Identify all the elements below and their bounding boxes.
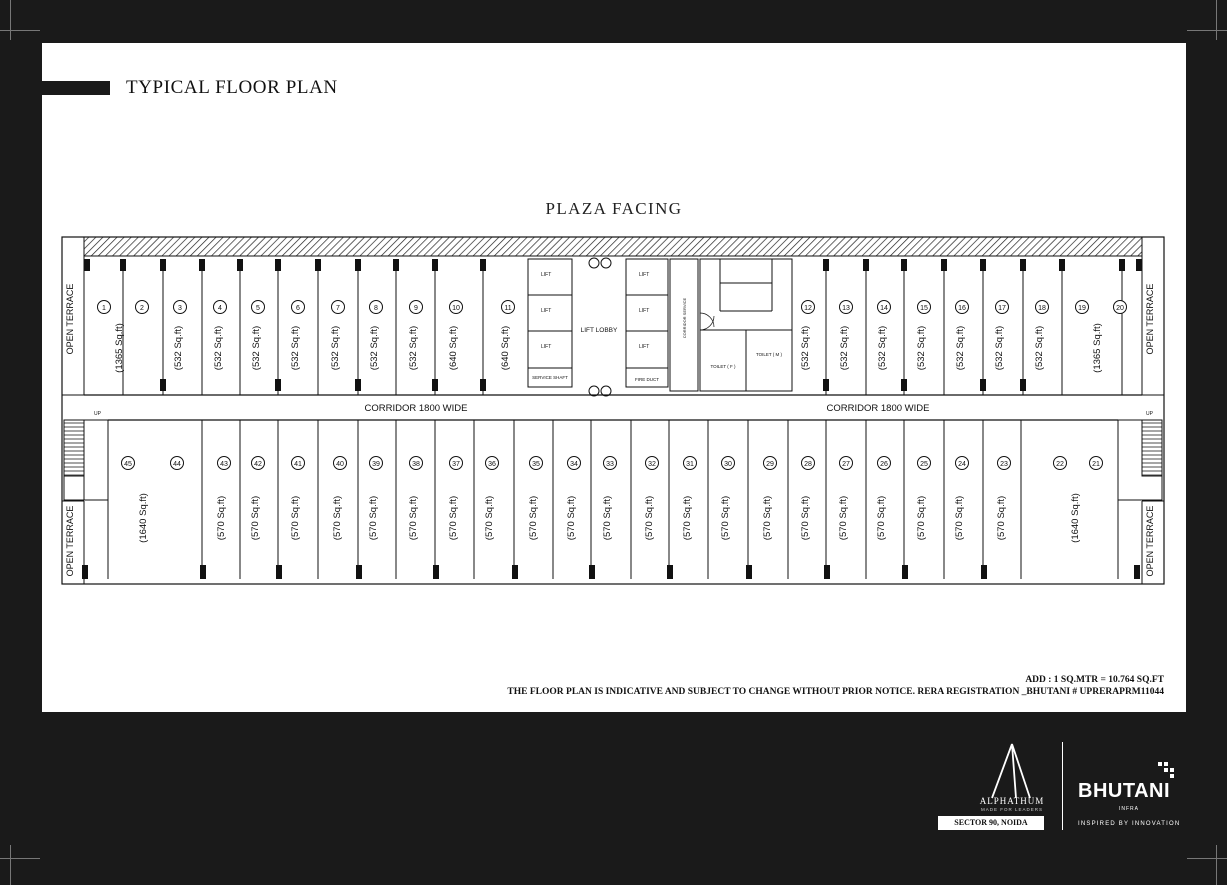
stair-up-label: UP	[94, 411, 101, 417]
unit-number: 12	[804, 305, 812, 312]
unit-number: 20	[1116, 305, 1124, 312]
unit-area: (532 Sq.ft)	[408, 325, 419, 371]
column	[432, 379, 438, 391]
disclaimer-note: THE FLOOR PLAN IS INDICATIVE AND SUBJECT TO CHANGE WITHOUT PRIOR NOTICE. RERA REGISTRATION _BHUTANI # UPRERAPRM11044	[507, 687, 1164, 697]
unit-area: (532 Sq.ft)	[330, 325, 341, 371]
unit-number: 44	[173, 461, 181, 468]
fire-duct-label: FIRE DUCT	[635, 377, 659, 382]
unit-number: 11	[504, 305, 512, 312]
unit-area: (570 Sq.ft)	[954, 495, 965, 541]
open-terrace-label: OPEN TERRACE	[65, 283, 75, 355]
column	[981, 565, 987, 579]
crop-mark	[0, 30, 40, 31]
conversion-note: ADD : 1 SQ.MTR = 10.764 SQ.FT	[1025, 675, 1164, 685]
lift-lobby-label: LIFT LOBBY	[580, 327, 618, 334]
toilet-label: TOILET ( F )	[710, 364, 736, 369]
developer-name: BHUTANI	[1078, 780, 1171, 802]
crop-mark	[10, 0, 11, 40]
unit-area: (1365 Sq.ft)	[1092, 323, 1103, 373]
unit-area: (570 Sq.ft)	[838, 495, 849, 541]
branding	[930, 738, 1190, 838]
column	[1020, 379, 1026, 391]
location-badge: SECTOR 90, NOIDA	[938, 816, 1044, 830]
crop-mark	[0, 858, 40, 859]
unit-number: 35	[532, 461, 540, 468]
unit-number: 37	[452, 461, 460, 468]
unit-number: 15	[920, 305, 928, 312]
lift-label: LIFT	[541, 344, 552, 350]
lift-label: LIFT	[639, 308, 650, 314]
column	[275, 379, 281, 391]
toilet-label: TOILET ( M )	[755, 352, 783, 357]
column	[356, 565, 362, 579]
unit-number: 31	[686, 461, 694, 468]
column	[315, 259, 321, 271]
column	[980, 259, 986, 271]
unit-area: (532 Sq.ft)	[369, 325, 380, 371]
unit-area: (570 Sq.ft)	[566, 495, 577, 541]
crop-mark	[1216, 845, 1217, 885]
unit-number: 5	[256, 305, 260, 312]
column	[480, 259, 486, 271]
unit-area: (1640 Sq.ft)	[138, 493, 149, 543]
plan-orientation-label: PLAZA FACING	[545, 199, 683, 218]
unit-number: 4	[218, 305, 222, 312]
unit-area: (1365 Sq.ft)	[114, 323, 125, 373]
unit-number: 7	[336, 305, 340, 312]
unit-area: (570 Sq.ft)	[800, 495, 811, 541]
column	[275, 259, 281, 271]
unit-area: (570 Sq.ft)	[528, 495, 539, 541]
column	[1136, 259, 1142, 271]
column	[823, 259, 829, 271]
unit-number: 40	[336, 461, 344, 468]
unit-number: 36	[488, 461, 496, 468]
column	[160, 259, 166, 271]
column	[941, 259, 947, 271]
unit-area: (570 Sq.ft)	[368, 495, 379, 541]
unit-area: (570 Sq.ft)	[290, 495, 301, 541]
unit-area: (532 Sq.ft)	[173, 325, 184, 371]
unit-number: 24	[958, 461, 966, 468]
unit-area: (570 Sq.ft)	[250, 495, 261, 541]
column	[480, 379, 486, 391]
column	[1020, 259, 1026, 271]
unit-area: (570 Sq.ft)	[996, 495, 1007, 541]
column	[355, 379, 361, 391]
column	[200, 565, 206, 579]
unit-number: 30	[724, 461, 732, 468]
unit-number: 16	[958, 305, 966, 312]
crop-mark	[1187, 30, 1227, 31]
unit-area: (532 Sq.ft)	[839, 325, 850, 371]
unit-number: 3	[178, 305, 182, 312]
stair-up-label: UP	[1146, 411, 1153, 417]
lift-label: LIFT	[639, 272, 650, 278]
door-swing	[700, 316, 714, 330]
unit-number: 9	[414, 305, 418, 312]
column	[863, 259, 869, 271]
door-swing	[700, 313, 714, 327]
unit-area: (532 Sq.ft)	[800, 325, 811, 371]
unit-area: (570 Sq.ft)	[216, 495, 227, 541]
unit-number: 8	[374, 305, 378, 312]
column	[980, 379, 986, 391]
column	[199, 259, 205, 271]
unit-number: 38	[412, 461, 420, 468]
developer-tagline: INSPIRED BY INNOVATION	[1078, 821, 1181, 827]
column	[667, 565, 673, 579]
unit-number: 17	[998, 305, 1006, 312]
column	[433, 565, 439, 579]
unit-number: 27	[842, 461, 850, 468]
column	[902, 565, 908, 579]
unit-number: 42	[254, 461, 262, 468]
project-tagline: MADE FOR LEADERS	[980, 807, 1043, 812]
column	[1134, 565, 1140, 579]
unit-area: (532 Sq.ft)	[916, 325, 927, 371]
unit-area: (570 Sq.ft)	[448, 495, 459, 541]
unit-number: 28	[804, 461, 812, 468]
unit-area: (532 Sq.ft)	[994, 325, 1005, 371]
column	[589, 565, 595, 579]
floor-plan-drawing	[42, 43, 1186, 712]
unit-number: 26	[880, 461, 888, 468]
open-terrace-label: OPEN TERRACE	[1145, 283, 1155, 355]
unit-area: (532 Sq.ft)	[877, 325, 888, 371]
developer-sub: INFRA	[1119, 806, 1139, 812]
lift-label: LIFT	[541, 308, 552, 314]
column	[901, 379, 907, 391]
unit-area: (570 Sq.ft)	[602, 495, 613, 541]
column	[84, 259, 90, 271]
unit-number: 2	[140, 305, 144, 312]
column	[432, 259, 438, 271]
unit-area: (532 Sq.ft)	[213, 325, 224, 371]
unit-number: 22	[1056, 461, 1064, 468]
unit-number: 18	[1038, 305, 1046, 312]
unit-area: (1640 Sq.ft)	[1070, 493, 1081, 543]
unit-area: (640 Sq.ft)	[500, 325, 511, 371]
corridor-label: CORRIDOR 1800 WIDE	[826, 403, 930, 414]
crop-mark	[1187, 858, 1227, 859]
floor-plan-sheet	[42, 43, 1186, 712]
unit-number: 32	[648, 461, 656, 468]
column	[160, 379, 166, 391]
unit-number: 39	[372, 461, 380, 468]
corridor-label: CORRIDOR 1800 WIDE	[364, 403, 468, 414]
unit-number: 6	[296, 305, 300, 312]
unit-number: 19	[1078, 305, 1086, 312]
page-title: TYPICAL FLOOR PLAN	[126, 77, 338, 98]
column	[824, 565, 830, 579]
project-name: ALPHATHUM	[979, 796, 1045, 806]
unit-area: (532 Sq.ft)	[1034, 325, 1045, 371]
unit-area: (570 Sq.ft)	[916, 495, 927, 541]
column	[1119, 259, 1125, 271]
unit-area: (570 Sq.ft)	[484, 495, 495, 541]
column	[512, 565, 518, 579]
unit-area: (570 Sq.ft)	[762, 495, 773, 541]
column	[237, 259, 243, 271]
unit-area: (532 Sq.ft)	[290, 325, 301, 371]
column	[393, 259, 399, 271]
unit-area: (532 Sq.ft)	[955, 325, 966, 371]
corridor-service-label: CORRIDOR SERVICE	[682, 297, 687, 339]
column	[823, 379, 829, 391]
service-shaft-label: SERVICE SHAFT	[532, 375, 568, 380]
brand-divider	[1062, 742, 1063, 830]
unit-area: (570 Sq.ft)	[720, 495, 731, 541]
unit-area: (570 Sq.ft)	[332, 495, 343, 541]
lift-label: LIFT	[639, 344, 650, 350]
unit-area: (532 Sq.ft)	[251, 325, 262, 371]
column	[901, 259, 907, 271]
plan-notes	[507, 674, 1164, 698]
unit-number: 34	[570, 461, 578, 468]
lift-label: LIFT	[541, 272, 552, 278]
column	[746, 565, 752, 579]
unit-area: (570 Sq.ft)	[644, 495, 655, 541]
column	[82, 565, 88, 579]
unit-number: 14	[880, 305, 888, 312]
unit-number: 23	[1000, 461, 1008, 468]
unit-number: 25	[920, 461, 928, 468]
unit-number: 10	[452, 305, 460, 312]
unit-number: 13	[842, 305, 850, 312]
crop-mark	[1216, 0, 1217, 40]
crop-mark	[10, 845, 11, 885]
unit-area: (570 Sq.ft)	[876, 495, 887, 541]
unit-number: 45	[124, 461, 132, 468]
column	[276, 565, 282, 579]
unit-area: (640 Sq.ft)	[448, 325, 459, 371]
unit-number: 43	[220, 461, 228, 468]
column	[120, 259, 126, 271]
unit-area: (570 Sq.ft)	[682, 495, 693, 541]
column	[1059, 259, 1065, 271]
unit-area: (570 Sq.ft)	[408, 495, 419, 541]
unit-number: 41	[294, 461, 302, 468]
open-terrace-label: OPEN TERRACE	[65, 505, 75, 577]
column	[355, 259, 361, 271]
bhutani-logo-icon	[1158, 762, 1174, 778]
unit-number: 33	[606, 461, 614, 468]
unit-number: 1	[102, 305, 106, 312]
unit-number: 29	[766, 461, 774, 468]
open-terrace-label: OPEN TERRACE	[1145, 505, 1155, 577]
unit-number: 21	[1092, 461, 1100, 468]
